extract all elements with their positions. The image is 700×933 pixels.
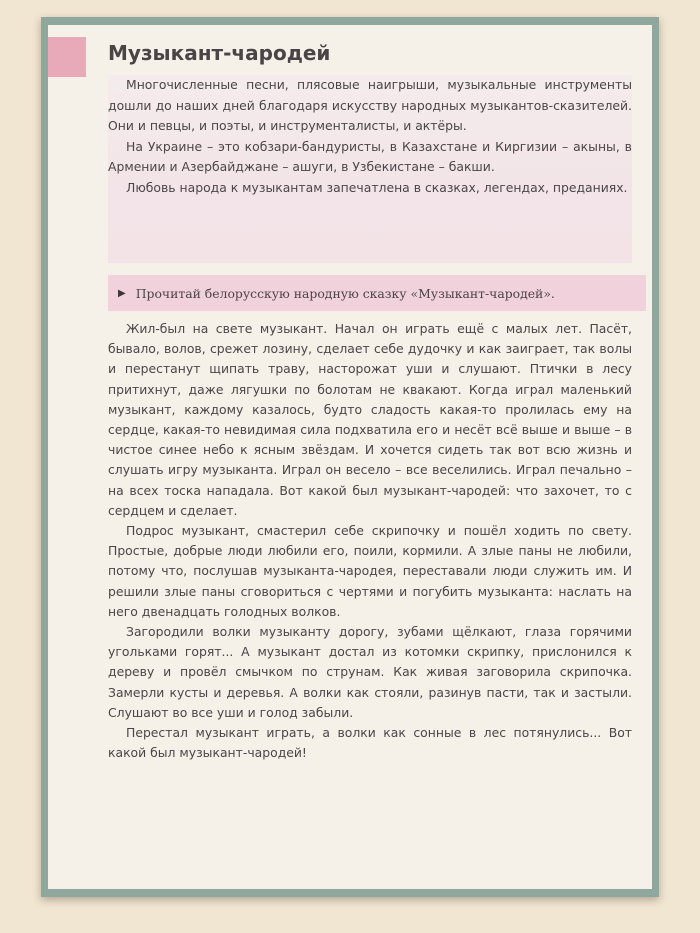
intro-block — [108, 75, 632, 263]
page-title: Музыкант-чародей — [108, 41, 331, 65]
story-paragraph: Перестал музыкант играть, а волки как сонные в лес потянулись... Вот какой был музыкант-чародей! — [108, 725, 632, 761]
story-paragraph: Подрос музыкант, смастерил себе скрипочку и пошёл ходить по свету. Простые, добрые люди любили его, поили, кормили. А злые паны не любили, потому что, послушав музыканта-чародея, переставали люди служить им. И решили злые паны сговориться с чертями и погубить музыканта: наслать на него двенадцать голодных волков. — [108, 523, 632, 619]
story-text — [108, 319, 632, 763]
task-banner — [108, 275, 646, 311]
page-frame — [41, 17, 659, 897]
triangle-right-icon: ▶ — [118, 287, 126, 299]
section-marker — [48, 37, 86, 77]
story-paragraph: Загородили волки музыканту дорогу, зубами щёлкают, глаза горячими угольками горят... А музыкант достал из котомки скрипку, прислонился к дереву и провёл смычком по струнам. Как живая заговорила скрипочка. Замерли кусты и деревья. А волки как стояли, разинув пасти, так и застыли. Слушают во все уши и голод забыли. — [108, 624, 632, 720]
intro-paragraph: Многочисленные песни, плясовые наигрыши, музыкальные инструменты дошли до наших дней благодаря искусству народных музыкантов-сказителей. Они и певцы, и поэты, и инструменталисты, и актёры. — [108, 77, 632, 133]
intro-paragraph: На Украине – это кобзари-бандуристы, в Казахстане и Киргизии – акыны, в Армении и Азербайджане – ашуги, в Узбекистане – бакши. — [108, 138, 632, 174]
task-text: Прочитай белорусскую народную сказку «Музыкант-чародей». — [135, 285, 555, 301]
story-paragraph: Жил-был на свете музыкант. Начал он играть ещё с малых лет. Пасёт, бывало, волов, срежет лозину, сделает себе дудочку и как заиграет, так волы и перестанут щипать траву, насторожат уши и слушают. Птички в лесу притихнут, даже лягушки по болотам не квакают. Когда играл маленький музыкант, каждому казалось, будто сладость какая-то пролилась ему на сердце, какая-то невидимая сила подхватила его и несёт всё выше и выше – в чистое синее небо к ясным звёздам. И хочется сидеть так вот всю жизнь и слушать игру музыканта. Играл он весело – все веселились. Играл печально – на всех тоска нападала. Вот какой был музыкант-чародей: что захочет, то с сердцем и сделает. — [108, 321, 632, 518]
intro-paragraph: Любовь народа к музыкантам запечатлена в сказках, легендах, преданиях. — [126, 179, 628, 195]
textbook-page — [48, 25, 652, 889]
